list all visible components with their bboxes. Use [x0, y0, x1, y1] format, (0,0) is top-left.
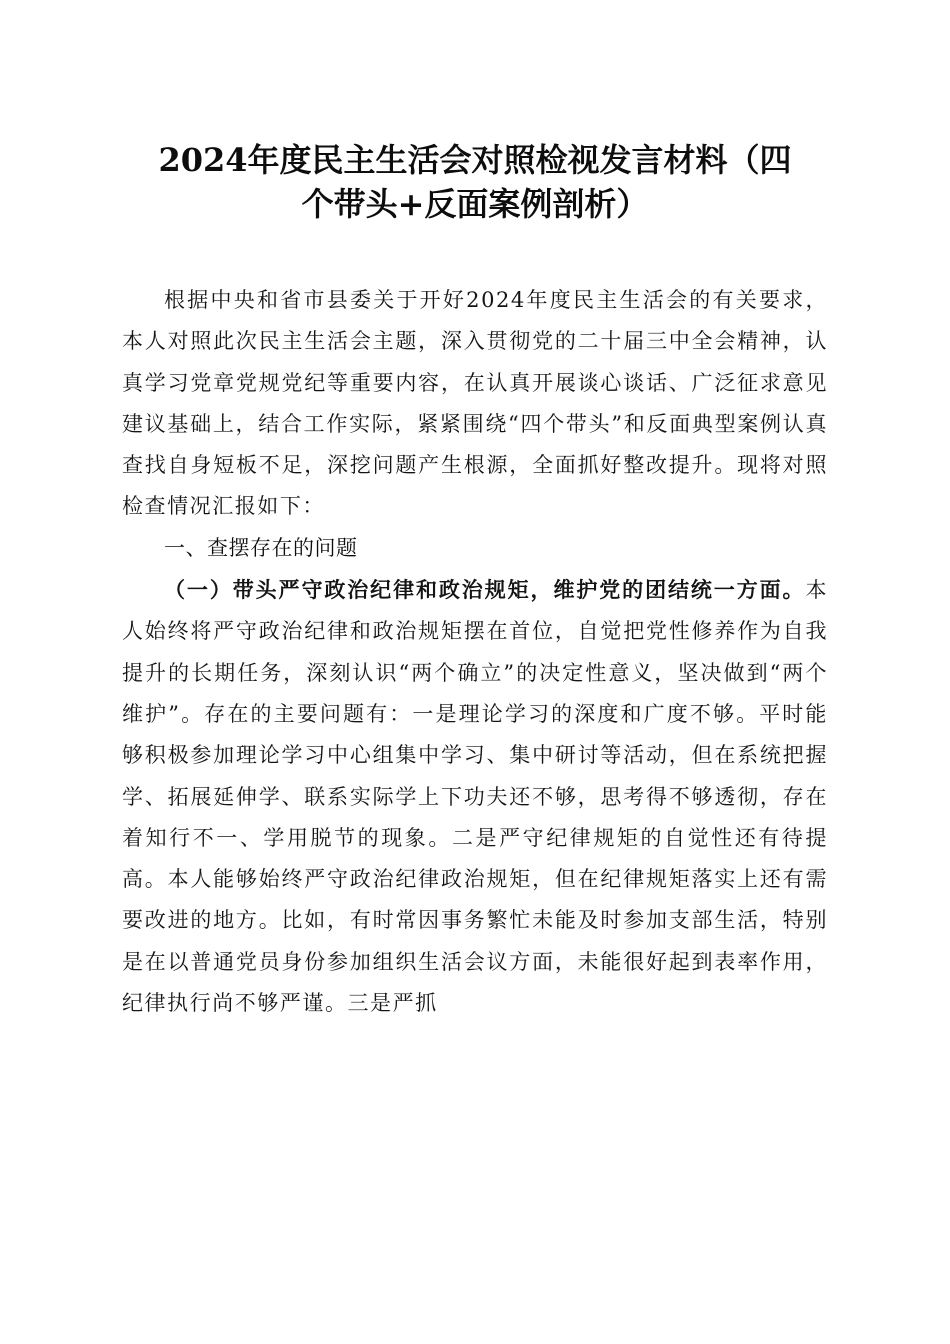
- subsection-paragraph: [122, 569, 828, 1024]
- intro-paragraph: 根据中央和省市县委关于开好2024年度民主生活会的有关要求，本人对照此次民主生活会主题，深入贯彻党的二十届三中全会精神，认真学习党章党规党纪等重要内容，在认真开展谈心谈话、广泛征求意见建议基础上，结合工作实际，紧紧围绕“四个带头”和反面典型案例认真查找自身短板不足，深挖问题产生根源，全面抓好整改提升。现将对照检查情况汇报如下：: [122, 288, 828, 519]
- subsection-body: 本人始终将严守政治纪律和政治规矩摆在首位，自觉把党性修养作为自我提升的长期任务，深刻认识“两个确立”的决定性意义，坚决做到“两个维护”。存在的主要问题有：一是理论学习的深度和广度不够。平时能够积极参加理论学习中心组集中学习、集中研讨等活动，但在系统把握学、拓展延伸学、联系实际学上下功夫还不够，思考得不够透彻，存在着知行不一、学用脱节的现象。二是严守纪律规矩的自觉性还有待提高。本人能够始终严守政治纪律政治规矩，但在纪律规矩落实上还有需要改进的地方。比如，有时常因事务繁忙未能及时参加支部生活，特别是在以普通党员身份参加组织生活会议方面，未能很好起到表率作用，纪律执行尚不够严谨。三是严抓: [122, 578, 828, 1016]
- document-body: [122, 280, 828, 1024]
- document-title: [120, 138, 830, 226]
- subsection-lead: （一）带头严守政治纪律和政治规矩，维护党的团结统一方面。: [164, 577, 806, 603]
- section-heading: 一、查摆存在的问题: [164, 535, 358, 560]
- title-line-2: 个带头+反面案例剖析）: [301, 185, 649, 223]
- title-line-1: 2024年度民主生活会对照检视发言材料（四: [158, 141, 792, 179]
